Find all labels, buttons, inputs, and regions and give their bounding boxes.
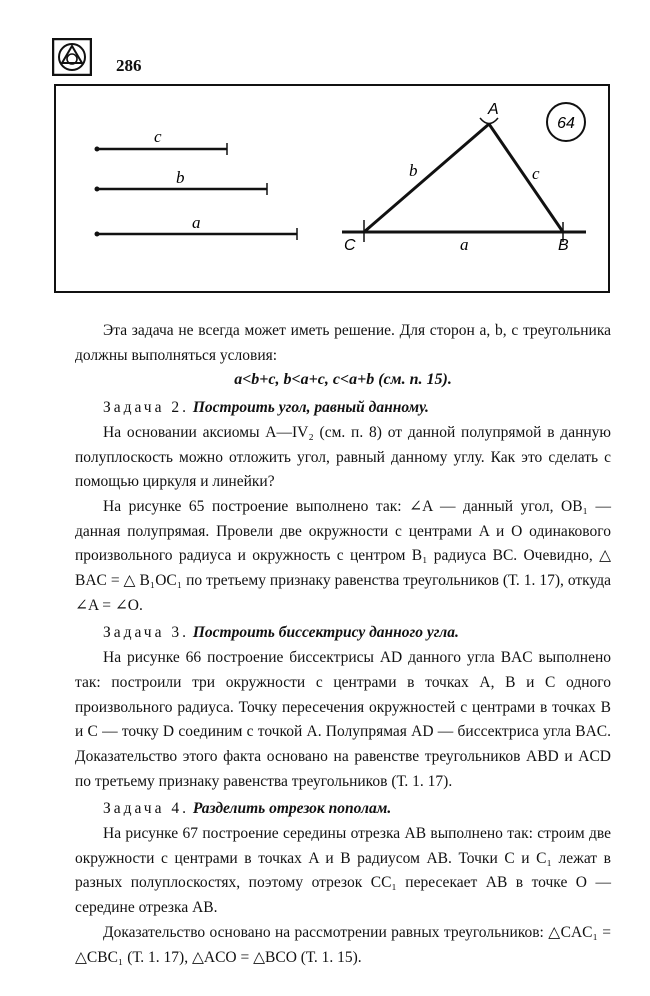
- task-4-label: Задача 4.: [103, 800, 189, 818]
- side-c: [489, 124, 563, 232]
- task-3-label: Задача 3.: [103, 624, 189, 642]
- side-b: [364, 124, 489, 232]
- paragraph-figure-65: На рисунке 65 построение выполнено так: ∠A — данный угол, OB₁ — данная полупрямая. Провели две окружности с центрами A и O одинакового произвольного радиуса и окружность с центром B₁ радиуса BC. Очевидно, △ BAC = △ B₁OC₁ по третьему признаку равенства треугольников (Т. 1. 17), откуда ∠A = ∠O.: [75, 497, 611, 614]
- formula-triangle-inequality: a<b+c, b<a+c, c<a+b (см. п. 15).: [234, 371, 452, 389]
- paragraph-task-2: На основании аксиомы A—IV₂ (см. п. 8) от данной полупрямой в данную полуплоскость можно отложить угол, равный данному углу. Как это сделать с помощью циркуля и линейки?: [75, 423, 611, 491]
- side-c-label: c: [532, 164, 540, 183]
- geometry-logo-icon: [52, 38, 92, 76]
- paragraph-conditions: Эта задача не всегда может иметь решение. Для сторон a, b, c треугольника должны выполняться условия:: [75, 322, 611, 364]
- task-2-heading: [75, 396, 611, 421]
- page-number: 286: [116, 56, 142, 75]
- task-2-label: Задача 2.: [103, 399, 189, 417]
- task-3-heading: [75, 621, 611, 646]
- figure-number: 64: [557, 115, 575, 132]
- page-text: [75, 319, 611, 970]
- task-4-title: Разделить отрезок пополам.: [192, 800, 392, 818]
- side-b-label: b: [409, 161, 418, 180]
- task-2-title: Построить угол, равный данному.: [192, 399, 429, 417]
- segment-c-label: c: [154, 127, 162, 146]
- segment-a-label: a: [192, 213, 201, 232]
- paragraph-proof: Доказательство основано на рассмотрении равных треугольников: △CAC₁ = △CBC₁ (Т. 1. 17), △ACO = △BCO (Т. 1. 15).: [75, 923, 611, 966]
- figure-64: [54, 84, 610, 294]
- paragraph-figure-66: На рисунке 66 построение биссектрисы AD данного угла BAC выполнено так: построили три окружности с центрами в точках A, B и C одного произвольного радиуса. Точку пересечения окружностей с центрами в точках B и C — точку D соединим с точкой A. Полупрямая AD — биссектриса угла BAC. Доказательство этого факта основано на равенстве треугольников ABD и ACD по третьему признаку равенства треугольников (Т. 1. 17).: [75, 649, 611, 790]
- task-4-heading: [75, 797, 611, 822]
- vertex-a-label: A: [488, 101, 499, 118]
- vertex-c-label: C: [344, 237, 356, 254]
- vertex-b-label: B: [558, 237, 569, 254]
- segment-b-label: b: [176, 168, 185, 187]
- task-3-title: Построить биссектрису данного угла.: [192, 624, 459, 642]
- side-a-label: a: [460, 235, 469, 254]
- paragraph-figure-67: На рисунке 67 построение середины отрезка AB выполнено так: строим две окружности с центрами в точках A и B радиусом AB. Точки C и C₁ лежат в разных полуплоскостях, поэтому отрезок CC₁ пересекает AB в точке O — середине отрезка AB.: [75, 825, 611, 917]
